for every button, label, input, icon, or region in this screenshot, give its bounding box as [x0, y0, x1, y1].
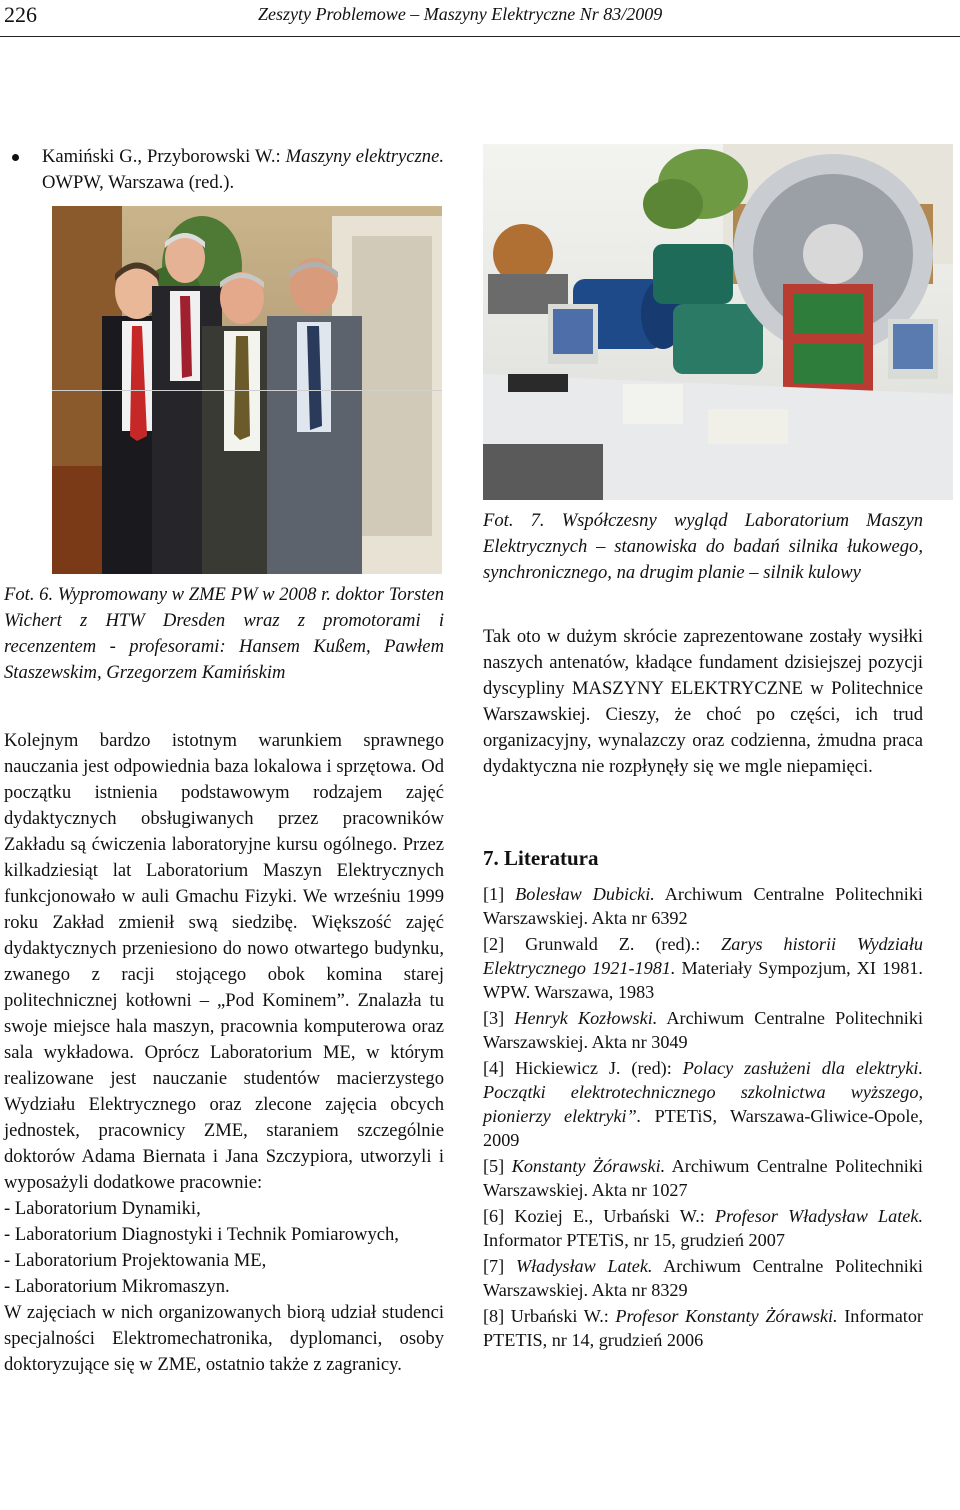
- figure-6-caption: Fot. 6. Wypromowany w ZME PW w 2008 r. doktor Torsten Wichert z HTW Dresden wraz z promotorami i recenzentem - profesorami: Hansem Kußem, Pawłem Staszewskim, Grzegorzem Kamińskim: [4, 584, 444, 683]
- laboratory-list-item: - Laboratorium Projektowania ME,: [4, 1250, 267, 1271]
- laboratory-list: [4, 1196, 444, 1300]
- reference-item: [4] Hickiewicz J. (red): Polacy zasłużeni dla elektryki. Początki elektrotechnicznego szkolnictwa wyższego, pionierzy elektryki”. PTETiS, Warszawa-Gliwice-Opole, 2009: [483, 1058, 924, 1150]
- left-column-body: [4, 728, 444, 1378]
- bullet-reference: [4, 144, 444, 196]
- reference-item: [1] Bolesław Dubicki. Archiwum Centralne Politechniki Warszawskiej. Akta nr 6392: [483, 884, 923, 928]
- literature-heading: 7. Literatura: [483, 846, 599, 870]
- reference-item: [8] Urbański W.: Profesor Konstanty Żórawski. Informator PTETIS, nr 14, grudzień 2006: [483, 1306, 923, 1350]
- laboratory-list-item: - Laboratorium Dynamiki,: [4, 1198, 201, 1219]
- reference-item: [2] Grunwald Z. (red).: Zarys historii Wydziału Elektrycznego 1921-1981. Materiały Sympozjum, XI 1981. WPW. Warszawa, 1983: [483, 934, 923, 1002]
- photo-fig7: [483, 144, 953, 500]
- bullet-rest: OWPW, Warszawa (red.).: [42, 172, 235, 193]
- right-paragraph-1: Tak oto w dużym skrócie zaprezentowane zostały wysiłki naszych antenatów, kładące fundament dzisiejszej pozycji dyscypliny MASZYNY ELEKTRYCZNE w Politechnice Warszawskiej. Cieszy, że choć po części, ich trud organizacyjny, wynalazczy oraz codzienna, żmudna praca dydaktyczna nie rozpłynęły się we mgle niepamięci.: [483, 626, 923, 777]
- reference-item: [7] Władysław Latek. Archiwum Centralne Politechniki Warszawskiej. Akta nr 8329: [483, 1256, 923, 1300]
- left-paragraph-1: Kolejnym bardzo istotnym warunkiem sprawnego nauczania jest odpowiednia baza lokalowa i sprzętowa. Od początku istnienia podstawowym rodzajem zajęć dydaktycznych obsługiwanych przez pracowników Zakładu są ćwiczenia laboratoryjne kursu ogólnego. Przez kilkadziesiąt lat Laboratorium Maszyn Elektrycznych funkcjonowało w auli Gmachu Fizyki. We wrześniu 1999 roku Zakład zmienił swą siedzibę. Większość zajęć dydaktycznych przeniesiono do nowo otwartego budynku, zwanego z racji stojącego obok komina starej politechnicznej kotłowni – „Pod Kominem”. Znalazła tu swoje miejsce hala maszyn, pracownia komputerowa oraz sala wykładowa. Oprócz Laboratorium ME, w którym realizowane jest nauczanie studentów macierzystego Wydziału Elektrycznego oraz zlecone zajęcia obcych jednostek, pracownicy ZME, staraniem szczególnie doktorów Adama Biernata i Jana Szczypiora, utworzyli i wyposażyli dodatkowe pracownie:: [4, 730, 444, 1193]
- laboratory-list-item: - Laboratorium Diagnostyki i Technik Pomiarowych,: [4, 1224, 399, 1245]
- bullet-authors: Kamiński G., Przyborowski W.:: [42, 146, 286, 167]
- page-number: 226: [4, 2, 37, 27]
- figure-7-caption: Fot. 7. Współczesny wygląd Laboratorium Maszyn Elektrycznych – stanowiska do badań silnika łukowego, synchronicznego, na drugim planie – silnik kulowy: [483, 510, 923, 583]
- bullet-dot-icon: [12, 154, 19, 161]
- photo-fig6-illustration: [52, 206, 442, 574]
- reference-item: [3] Henryk Kozłowski. Archiwum Centralne Politechniki Warszawskiej. Akta nr 3049: [483, 1008, 923, 1052]
- reference-list: [483, 882, 923, 1354]
- photo-fig6: [52, 206, 442, 574]
- journal-title: Zeszyty Problemowe – Maszyny Elektryczne Nr 83/2009: [258, 4, 663, 24]
- bullet-title: Maszyny elektryczne.: [285, 146, 444, 167]
- page-header: [0, 0, 960, 37]
- left-paragraph-2: W zajęciach w nich organizowanych biorą udział studenci specjalności Elektromechatronika, dyplomanci, osoby doktoryzujące się w ZME, ostatnio także z zagranicy.: [4, 1302, 444, 1375]
- laboratory-list-item: - Laboratorium Mikromaszyn.: [4, 1276, 230, 1297]
- photo-fig7-illustration: [483, 144, 953, 500]
- reference-item: [6] Koziej E., Urbański W.: Profesor Władysław Latek. Informator PTETiS, nr 15, grudzień 2007: [483, 1206, 923, 1250]
- reference-item: [5] Konstanty Żórawski. Archiwum Centralne Politechniki Warszawskiej. Akta nr 1027: [483, 1156, 923, 1200]
